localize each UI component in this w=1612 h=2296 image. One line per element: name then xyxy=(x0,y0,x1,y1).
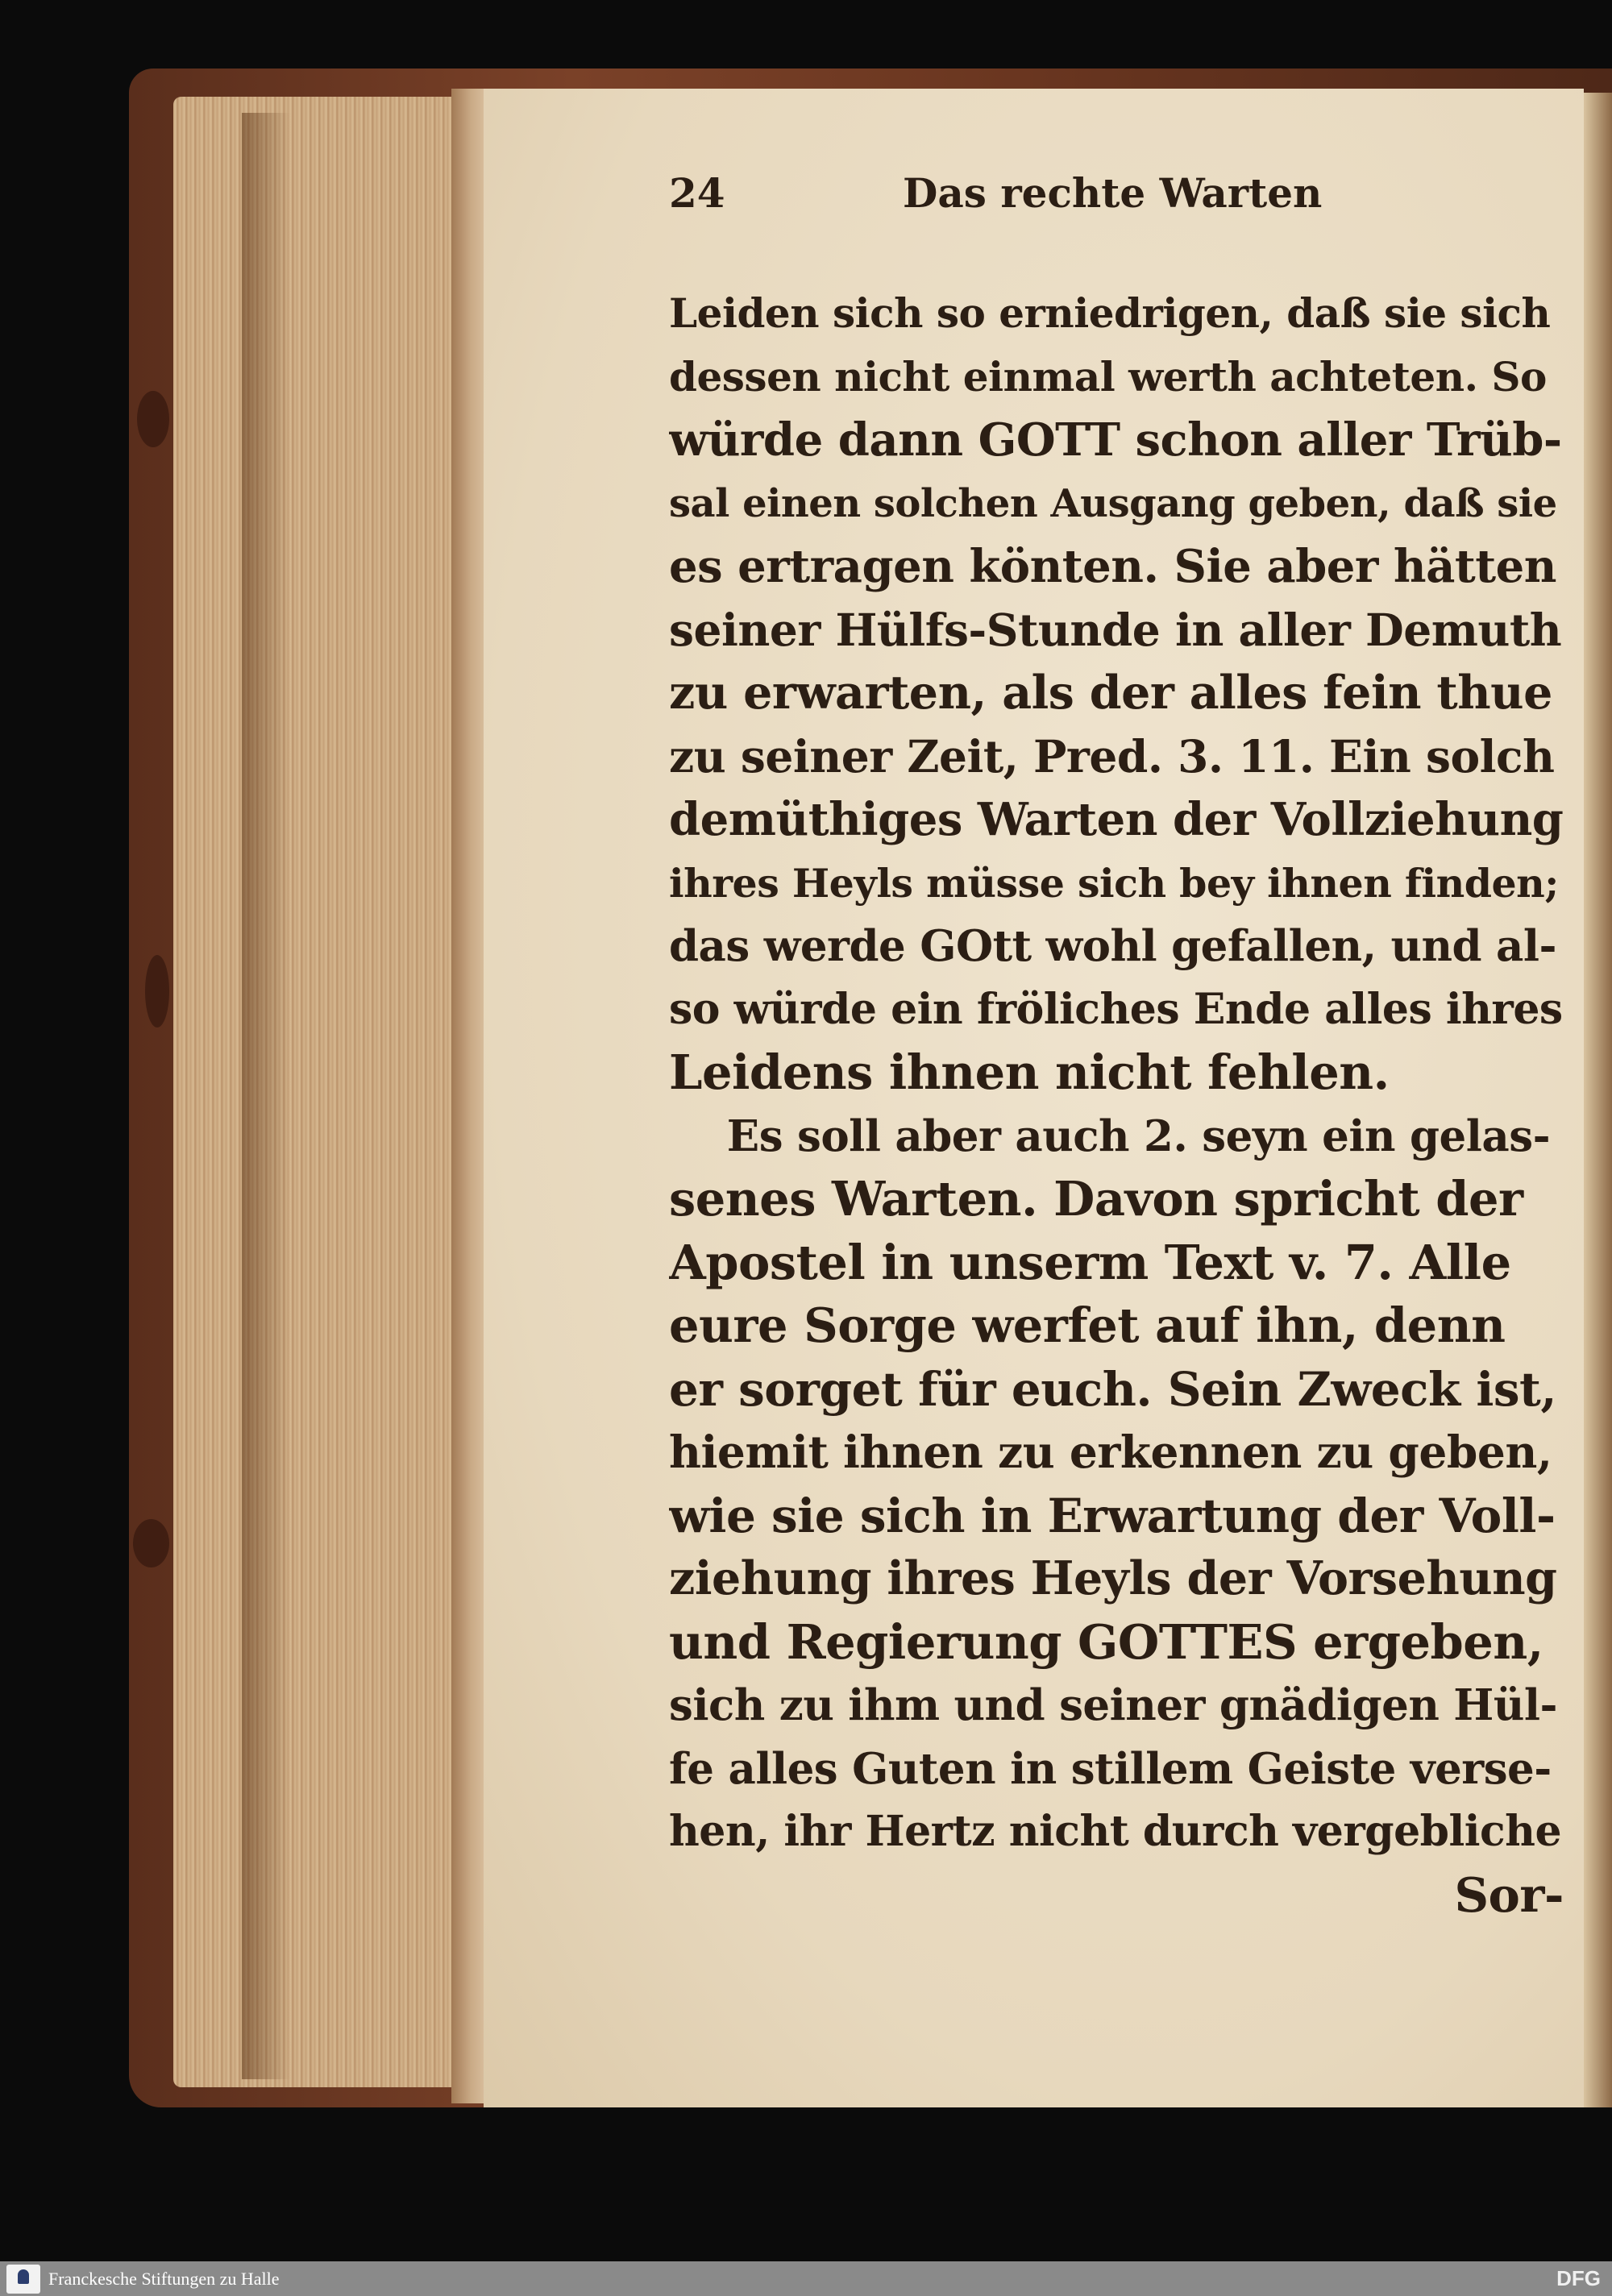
text-line: ihres Heyls müsse sich bey ihnen finden; xyxy=(669,859,1559,907)
text-line: und Regierung GOTTES ergeben, xyxy=(669,1613,1543,1670)
leather-stain xyxy=(145,955,169,1028)
page-block-shadow xyxy=(242,113,290,2079)
text-line: seiner Hülfs-Stunde in aller Demuth xyxy=(669,603,1562,656)
text-line: sich zu ihm und seiner gnädigen Hül- xyxy=(669,1680,1558,1730)
institution-name: Franckesche Stiftungen zu Halle xyxy=(48,2269,280,2289)
text-line: sal einen solchen Ausgang geben, daß sie xyxy=(669,480,1557,526)
text-line: er sorget für euch. Sein Zweck ist, xyxy=(669,1361,1557,1417)
text-line: fe alles Guten in stillem Geiste verse- xyxy=(669,1743,1552,1794)
text-line: senes Warten. Davon spricht der xyxy=(669,1171,1523,1227)
funder-logo: DFG xyxy=(1556,2266,1601,2290)
leather-stain xyxy=(137,391,169,447)
page-text-block xyxy=(669,165,1564,1927)
text-line: zu erwarten, als der alles fein thue xyxy=(669,666,1552,720)
text-line: hiemit ihnen zu erkennen zu geben, xyxy=(669,1426,1552,1478)
text-line: zu seiner Zeit, Pred. 3. 11. Ein solch xyxy=(669,729,1555,783)
text-line: es ertragen könten. Sie aber hätten xyxy=(669,540,1556,593)
text-line: demüthiges Warten der Vollziehung xyxy=(669,793,1564,846)
running-title: Das rechte Warten xyxy=(903,169,1323,217)
text-line: hen, ihr Hertz nicht durch vergebliche xyxy=(669,1807,1562,1856)
text-line: wie sie sich in Erwartung der Voll- xyxy=(669,1488,1556,1543)
facing-page-edge xyxy=(1584,93,1612,2107)
text-line: Apostel in unserm Text v. 7. Alle xyxy=(669,1234,1511,1290)
text-line: das werde GOtt wohl gefallen, und al- xyxy=(669,921,1557,971)
running-head xyxy=(669,165,1564,222)
text-line: so würde ein fröliches Ende alles ihres xyxy=(669,984,1563,1034)
leather-stain xyxy=(133,1519,169,1567)
text-line: dessen nicht einmal werth achteten. So xyxy=(669,352,1547,401)
text-line: Leidens ihnen nicht fehlen. xyxy=(669,1044,1390,1100)
viewer-footer xyxy=(0,2261,1612,2296)
text-line: Es soll aber auch 2. seyn ein gelas- xyxy=(669,1111,1551,1161)
page-block-edge xyxy=(173,97,496,2087)
text-line: ziehung ihres Heyls der Vorsehung xyxy=(669,1551,1557,1605)
body-text xyxy=(669,282,1564,1927)
text-line: eure Sorge werfet auf ihn, denn xyxy=(669,1297,1506,1353)
text-line: würde dann GOTT schon aller Trüb- xyxy=(669,413,1562,467)
text-line: Leiden sich so erniedrigen, daß sie sich xyxy=(669,289,1551,337)
page-number: 24 xyxy=(669,169,725,217)
catchword: Sor- xyxy=(1454,1866,1564,1923)
institution-logo-icon xyxy=(6,2265,40,2294)
